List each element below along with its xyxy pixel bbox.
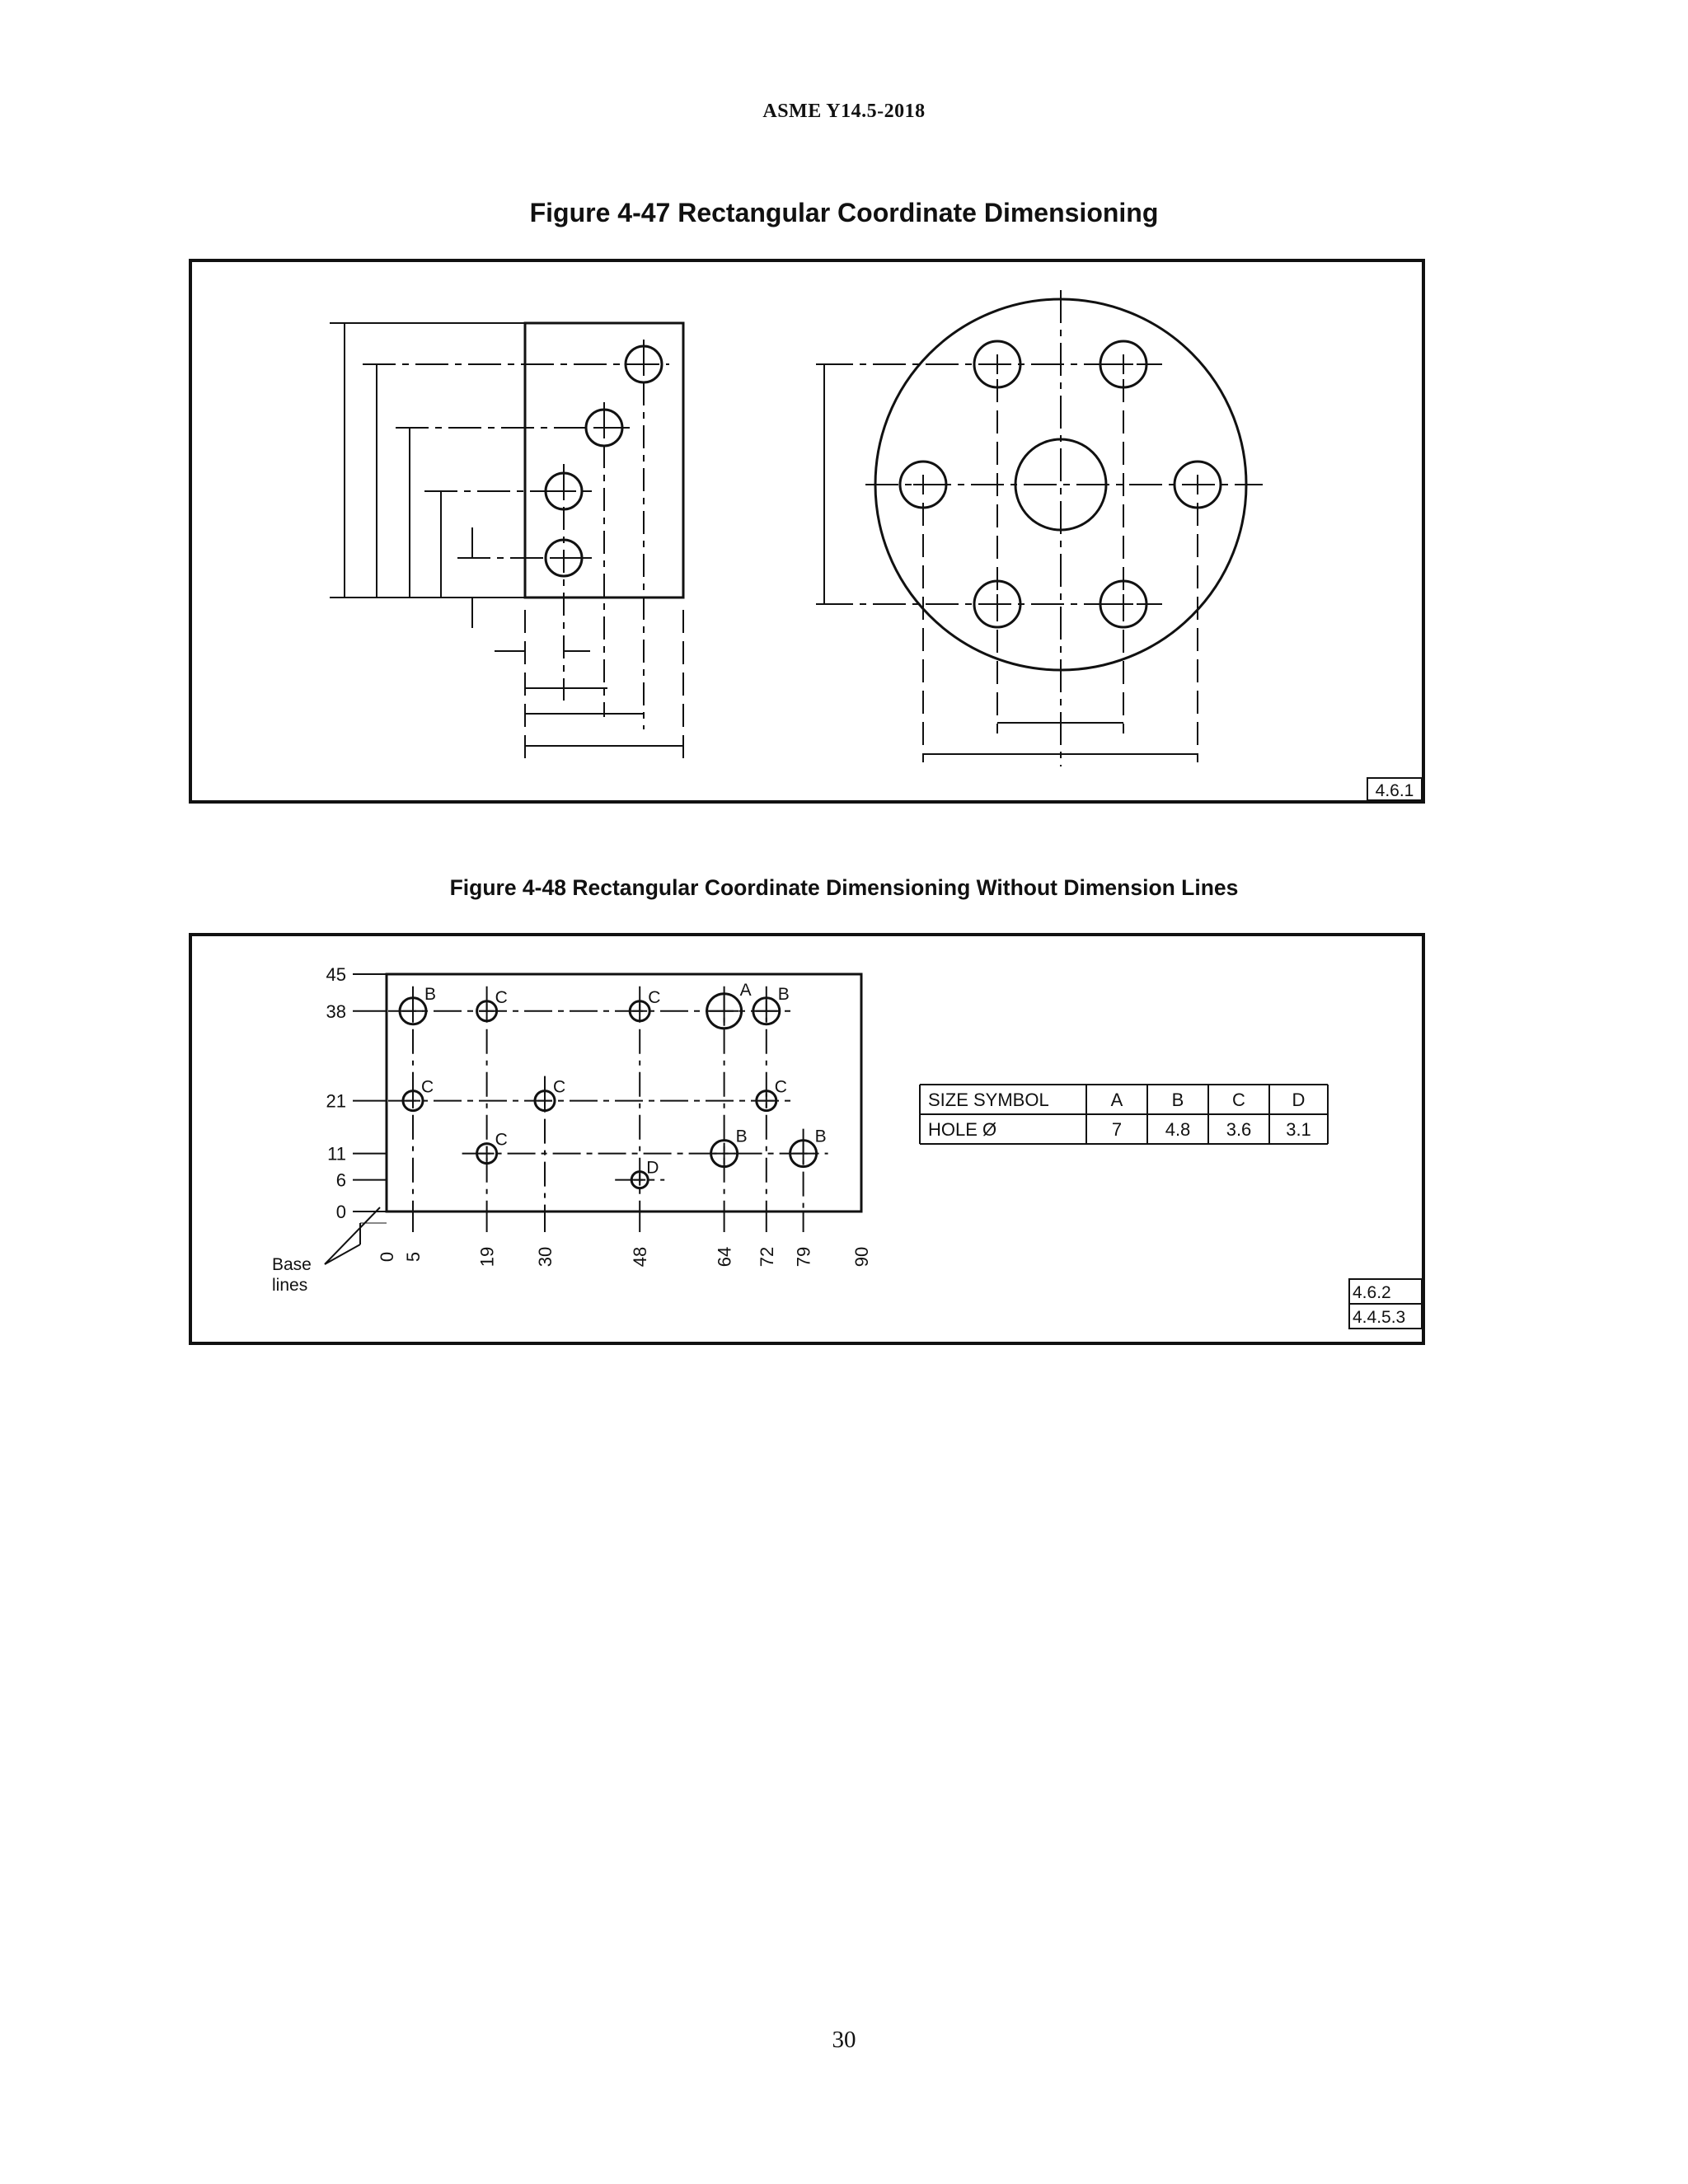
hole-size-letter: C <box>495 987 508 1007</box>
hole-size-letter: A <box>739 980 752 1000</box>
y-coordinate-label: 45 <box>326 964 346 985</box>
hole-center-mark <box>406 1094 420 1108</box>
x-coordinate-label: 48 <box>630 1246 651 1268</box>
table-cell: D <box>1292 1090 1306 1110</box>
hole-center-mark <box>793 1143 814 1165</box>
hole-center-mark <box>480 1146 495 1161</box>
hole-center-mark <box>756 1001 777 1022</box>
y-coordinate-label: 0 <box>335 1202 346 1222</box>
y-coordinate-label: 21 <box>326 1090 346 1112</box>
hole-center-mark <box>759 1094 774 1108</box>
hole-size-table <box>920 1085 1328 1144</box>
table-cell: HOLE Ø <box>928 1119 997 1140</box>
table-cell: SIZE SYMBOL <box>928 1090 1049 1110</box>
table-cell: A <box>1110 1090 1123 1110</box>
hole-size-letter: C <box>774 1077 787 1097</box>
hole-center-mark <box>537 1094 552 1108</box>
hole-size-letter: D <box>646 1158 659 1178</box>
y-coordinate-label: 11 <box>327 1143 346 1165</box>
x-coordinate-label: 90 <box>851 1246 872 1268</box>
table-cell: 3.6 <box>1226 1119 1252 1140</box>
hole-size-letter: C <box>495 1130 508 1150</box>
hole-size-letter: B <box>735 1127 748 1146</box>
table-cell: 3.1 <box>1286 1119 1311 1140</box>
plate-outline <box>387 974 861 1212</box>
figure-4-48-caption: Figure 4-48 Rectangular Coordinate Dimensioning Without Dimension Lines <box>449 875 1239 900</box>
x-coordinate-label: 72 <box>756 1246 777 1268</box>
hole-center-mark <box>714 1143 735 1165</box>
running-header: ASME Y14.5-2018 <box>762 101 926 122</box>
hole-size-letter: C <box>421 1077 434 1097</box>
hole-center-mark <box>480 1004 495 1019</box>
left-plate-view <box>330 323 683 758</box>
page-number: 30 <box>832 2027 856 2053</box>
x-coordinate-label: 5 <box>403 1251 424 1263</box>
hole-size-letter: B <box>777 984 790 1004</box>
y-coordinate-label: 38 <box>326 1001 346 1022</box>
circular-flange-view <box>816 290 1263 766</box>
hole-center-mark <box>710 996 739 1026</box>
table-cell: B <box>1171 1090 1184 1110</box>
base-lines-label-1: Base <box>272 1255 312 1274</box>
y-coordinate-label: 6 <box>335 1169 346 1191</box>
hole-size-letter: B <box>424 984 437 1004</box>
figure-4-47-ref: 4.6.1 <box>1375 781 1414 800</box>
x-coordinate-label: 79 <box>793 1246 814 1268</box>
base-lines-label-2: lines <box>272 1276 308 1295</box>
table-cell: 7 <box>1111 1119 1123 1140</box>
table-cell: C <box>1232 1090 1245 1110</box>
hole-center-mark <box>402 1001 424 1022</box>
x-coordinate-label: 30 <box>535 1246 556 1268</box>
hole-size-letter: C <box>553 1077 566 1097</box>
figure-4-48-ref-1: 4.6.2 <box>1353 1283 1391 1302</box>
x-coordinate-label: 0 <box>377 1251 397 1263</box>
figure-4-47-drawing <box>0 0 1688 824</box>
figure-4-48-drawing <box>0 923 1688 1352</box>
hole-size-letter: B <box>814 1127 827 1146</box>
figure-4-47-caption: Figure 4-47 Rectangular Coordinate Dimensioning <box>529 198 1159 227</box>
hole-center-mark <box>634 1174 645 1186</box>
hole-center-mark <box>632 1004 647 1019</box>
x-coordinate-label: 64 <box>714 1246 735 1268</box>
x-coordinate-label: 19 <box>476 1246 498 1268</box>
hole-size-letter: C <box>648 987 661 1007</box>
figure-4-48-ref-2: 4.4.5.3 <box>1353 1308 1406 1327</box>
table-cell: 4.8 <box>1165 1119 1191 1140</box>
